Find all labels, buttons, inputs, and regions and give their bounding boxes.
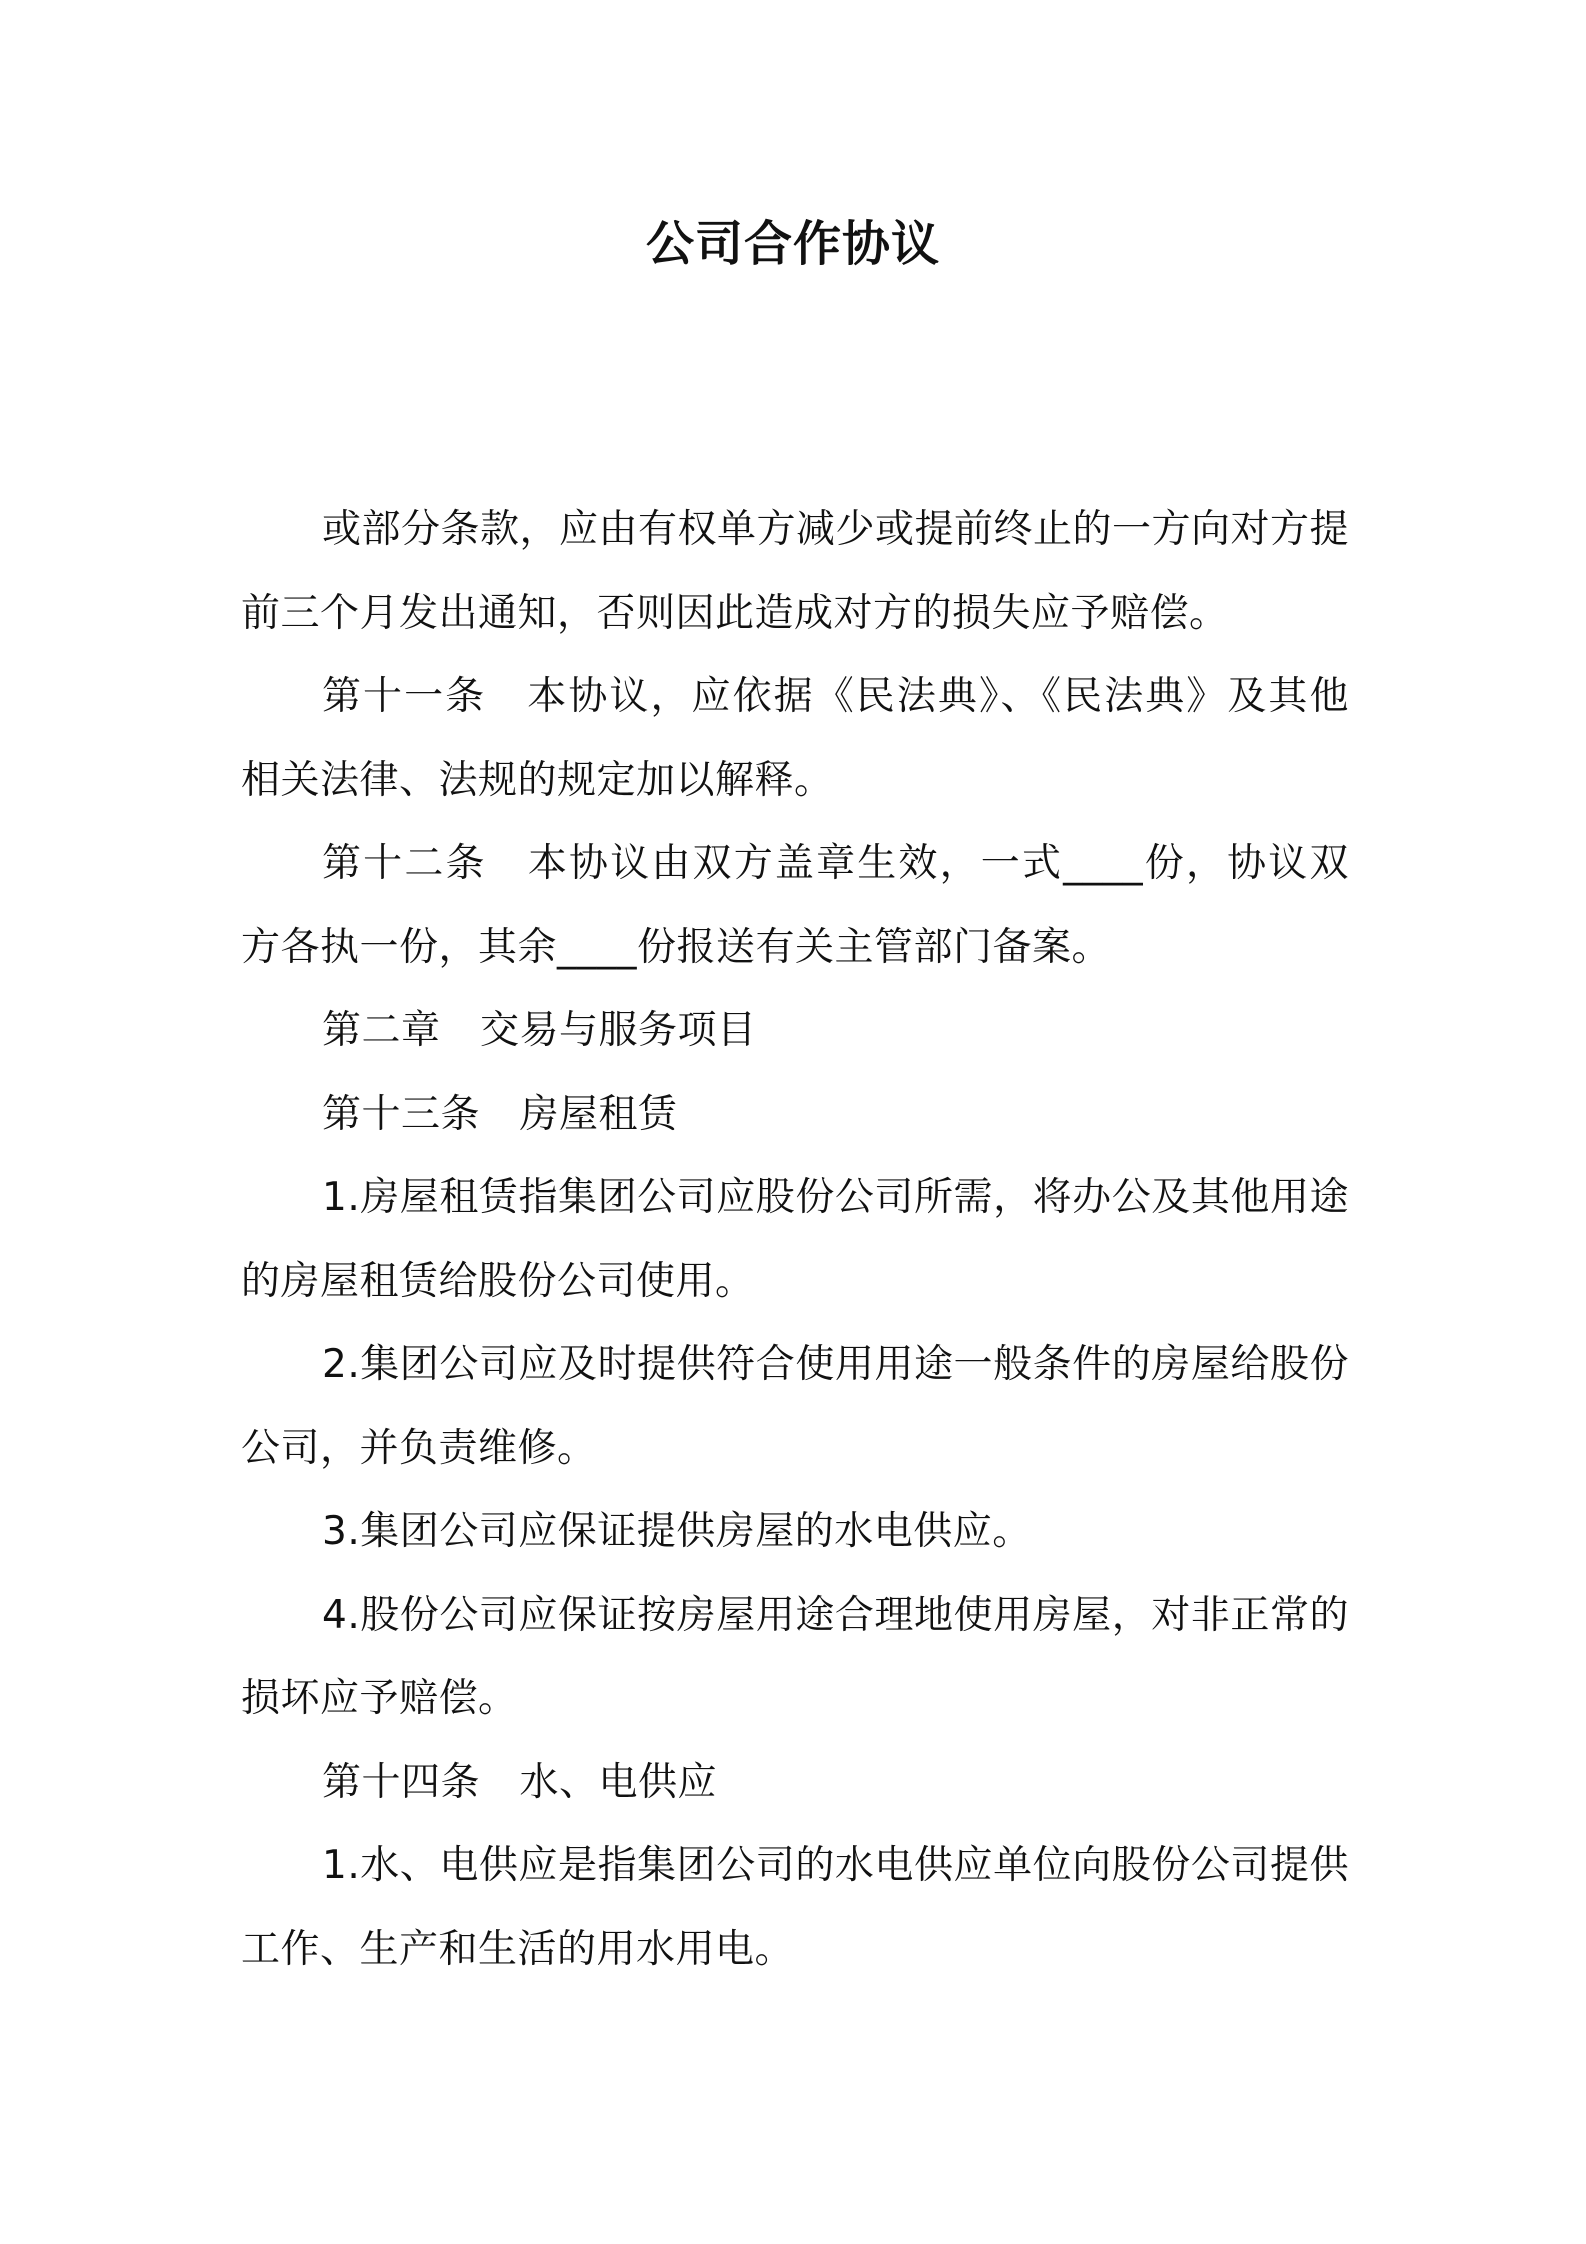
chapter-heading-2: 第二章 交易与服务项目 [322,1008,757,1053]
document-title: 公司合作协议 [645,216,940,272]
document-body [241,488,1349,1991]
paragraph-clause-continuation: 或部分条款，应由有权单方减少或提前终止的一方向对方提前三个月发出通知，否则因此造成对方的损失应予赔偿。 [241,507,1350,636]
paragraph-article-14: 第十四条 水、电供应 [322,1759,718,1805]
list-item-13-2: 2.集团公司应及时提供符合使用用途一般条件的房屋给股份公司，并负责维修。 [241,1342,1349,1471]
paragraph-article-12: 第十二条 本协议由双方盖章生效，一式____份，协议双方各执一份，其余____份报送有关主管部门备案。 [241,841,1349,970]
paragraph-article-13: 第十三条 房屋租赁 [322,1091,678,1137]
paragraph-article-11: 第十一条 本协议，应依据《民法典》、《民法典》及其他相关法律、法规的规定加以解释。 [241,674,1349,803]
list-item-14-1: 1.水、电供应是指集团公司的水电供应单位向股份公司提供工作、生产和生活的用水用电。 [241,1843,1349,1972]
list-item-13-4: 4.股份公司应保证按房屋用途合理地使用房屋，对非正常的损坏应予赔偿。 [241,1592,1349,1721]
list-item-13-3: 3.集团公司应保证提供房屋的水电供应。 [322,1509,1032,1554]
list-item-13-1: 1.房屋租赁指集团公司应股份公司所需，将办公及其他用途的房屋租赁给股份公司使用。 [241,1175,1349,1304]
